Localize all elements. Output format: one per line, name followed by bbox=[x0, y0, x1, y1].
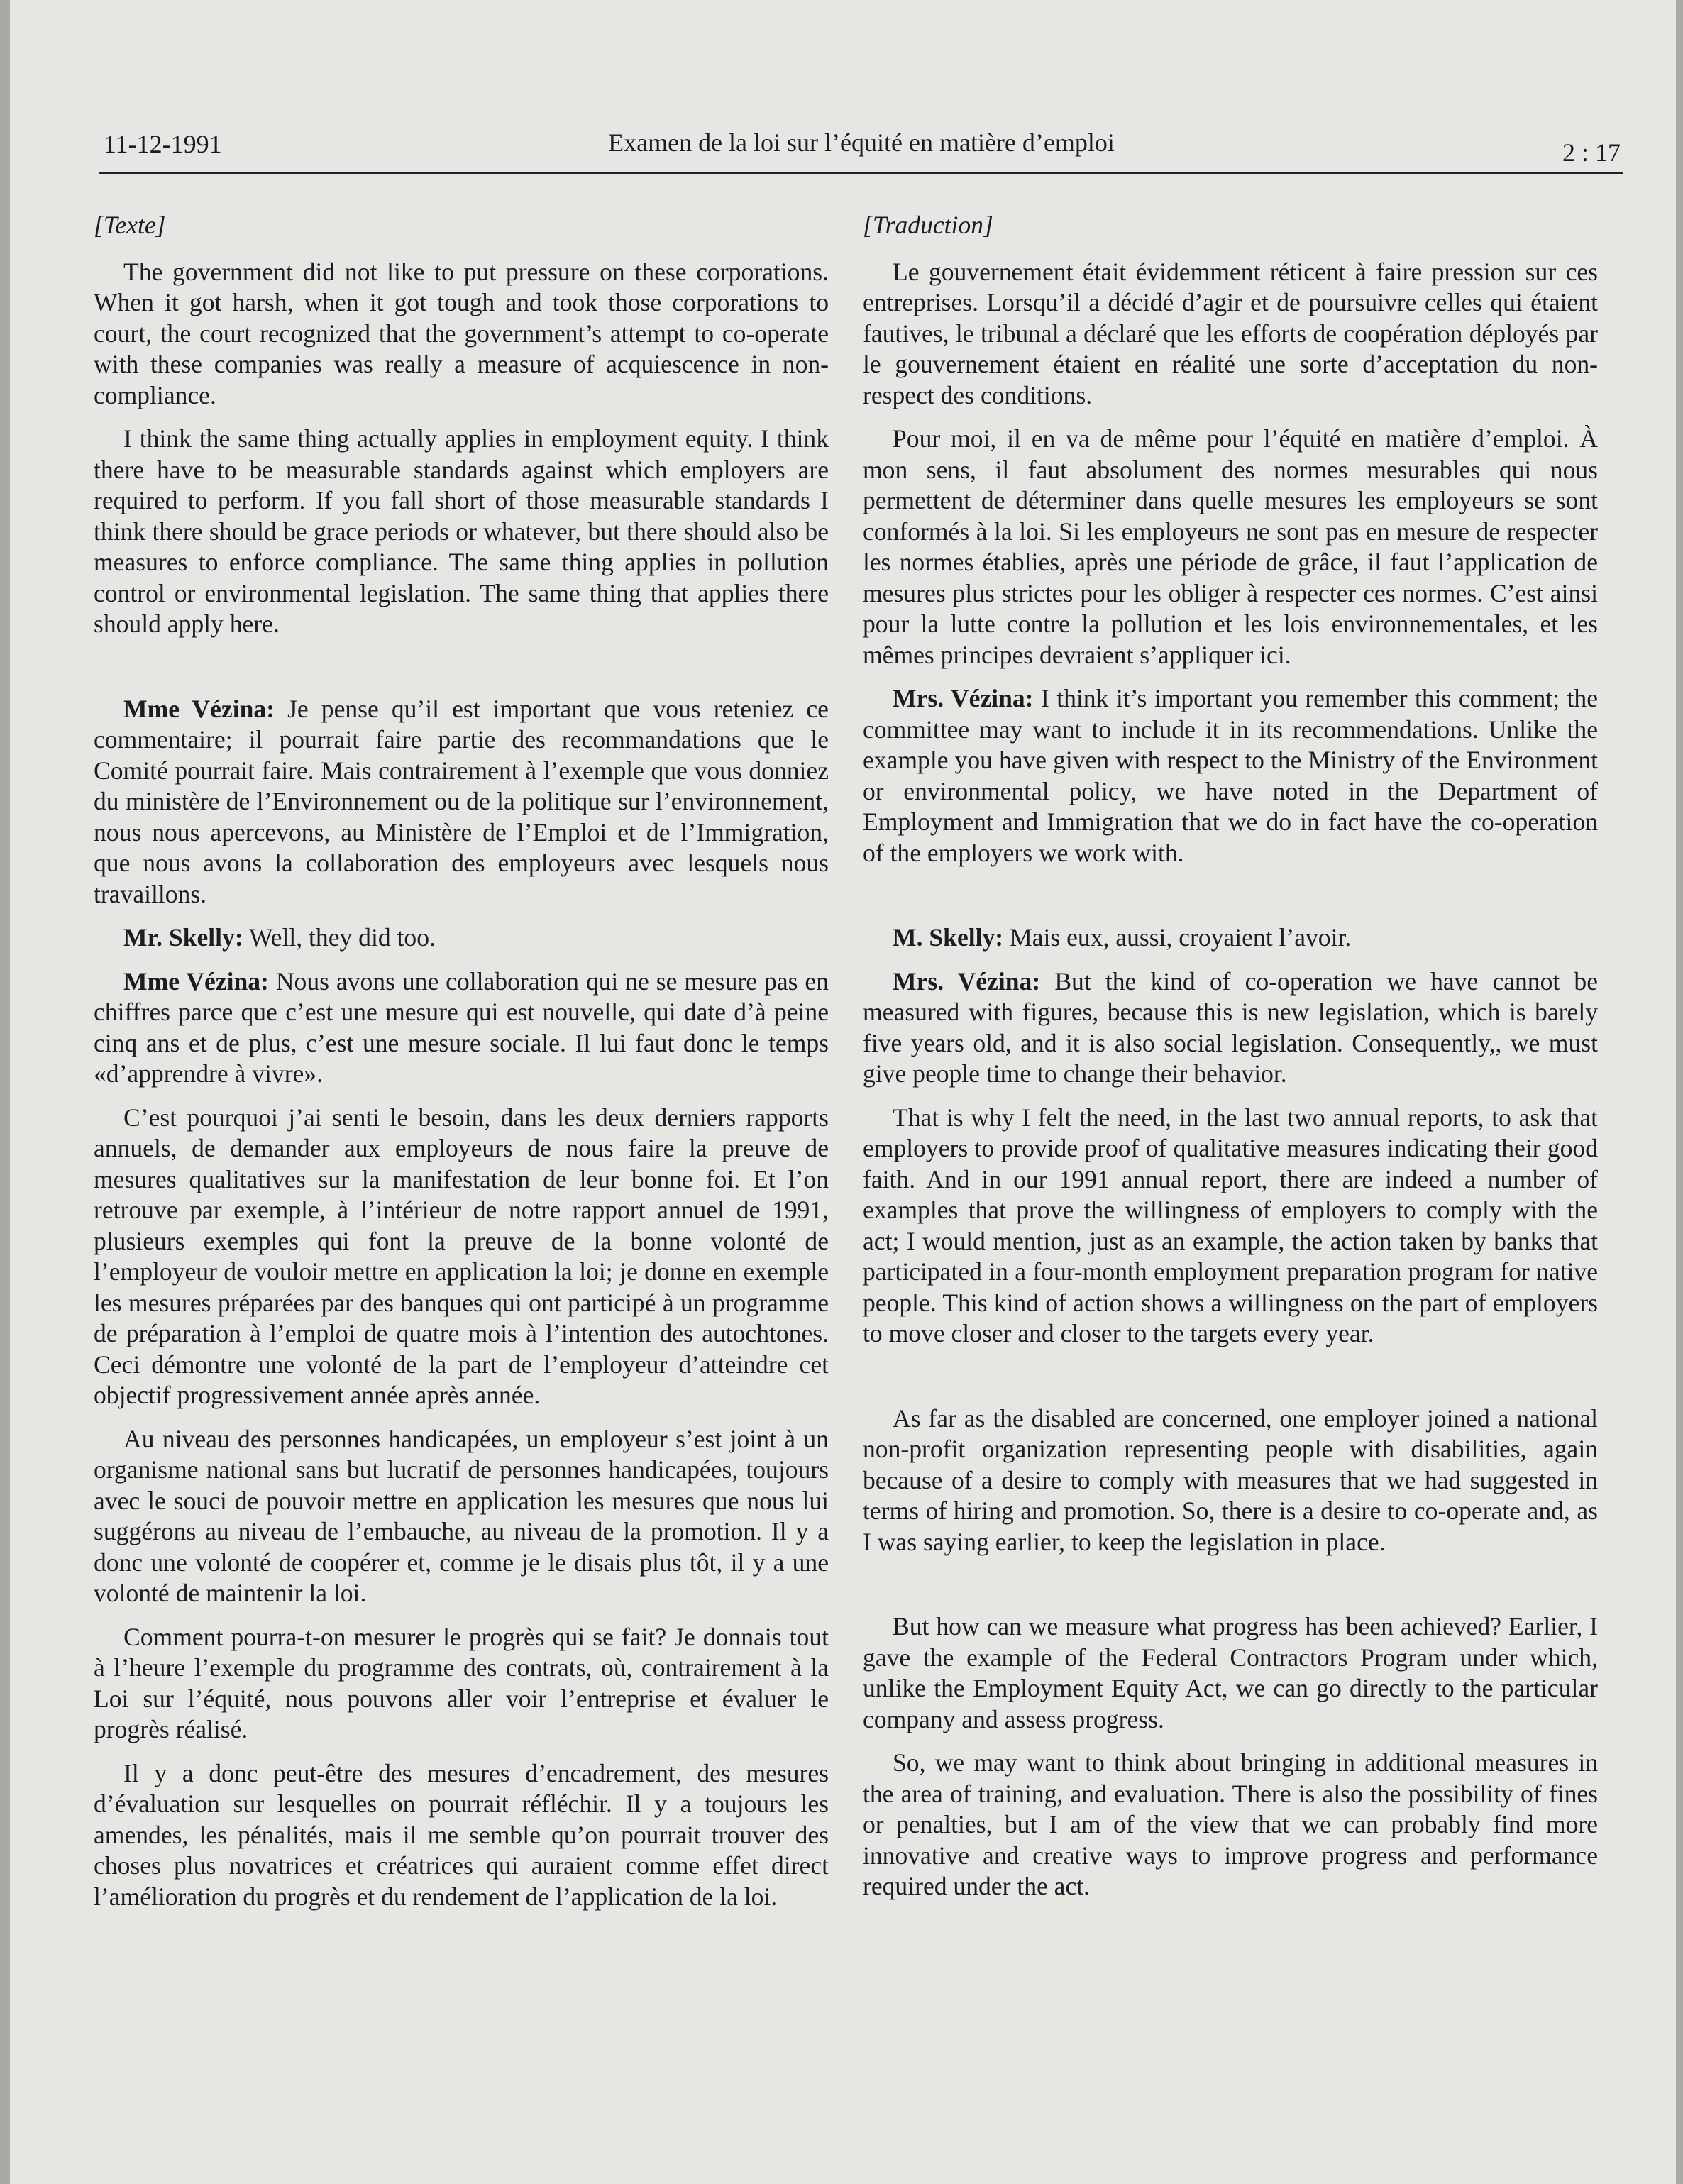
paragraph: But how can we measure what progress has been achieved? Earlier, I gave the example of the Federal Contractors Program under which, unlike the Employment Equity Act, we can go directly to the particular company and assess progress. bbox=[863, 1612, 1598, 1733]
page-header bbox=[99, 122, 1623, 174]
speaker-paragraph bbox=[863, 683, 1598, 868]
speaker-name: Mrs. Vézina: bbox=[893, 966, 1041, 996]
speaker-paragraph bbox=[94, 694, 829, 910]
speaker-text: Well, they did too. bbox=[248, 923, 436, 952]
speaker-name: Mr. Skelly: bbox=[123, 923, 243, 952]
speaker-text: Je pense qu’il est important que vous reteniez ce commentaire; il pourrait faire partie des recommandations que le Comité pourrait faire. Mais contrairement à l’exemple que vous donniez du ministère de l’Environnement ou de la politique sur l’environnement, nous nous apercevons, au Ministère de l’Emploi et de l’Immigration, que nous avons la collaboration des employeurs avec lesquels nous travaillons. bbox=[94, 694, 829, 908]
speaker-name: Mme Vézina: bbox=[123, 694, 275, 723]
speaker-text: Nous avons une collaboration qui ne se mesure pas en chiffres parce que c’est une mesure qui est nouvelle, qui date d’à peine cinq ans et de plus, c’est une mesure sociale. Il lui faut donc le temps «d’apprendre à vivre». bbox=[94, 966, 829, 1088]
speaker-name: Mme Vézina: bbox=[123, 966, 269, 996]
column-label: [Traduction] bbox=[863, 211, 993, 239]
header-date: 11-12-1991 bbox=[104, 130, 222, 158]
document-page bbox=[10, 0, 1676, 2184]
paragraph: Pour moi, il en va de même pour l’équité en matière d’emploi. À mon sens, il faut absolument des normes mesurables qui nous permettent de déterminer dans quelle mesures les employeurs se sont conformés à la loi. Si les employeurs ne sont pas en mesure de respecter les normes établies, après une période de grâce, il faut l’application de mesures plus strictes pour les obliger à respecter ces normes. C’est ainsi pour la lutte contre la pollution et les lois environnementales, et les mêmes principes devraient s’appliquer ici. bbox=[863, 424, 1598, 669]
column-label: [Texte] bbox=[94, 211, 166, 239]
speaker-paragraph bbox=[94, 922, 829, 954]
paragraph: C’est pourquoi j’ai senti le besoin, dans les deux derniers rapports annuels, de demander aux employeurs de nous faire la preuve de mesures qualitatives sur la manifestation de leur bonne foi. Et l’on retrouve par exemple, à l’intérieur de notre rapport annuel de 1991, plusieurs exemples qui font la preuve de la bonne volonté de l’employeur de vouloir mettre en application la loi; je donne en exemple les mesures préparées par des banques qui ont participé à un programme de préparation à l’emploi de quatre mois à l’intention des autochtones. Ceci démontre une volonté de la part de l’employeur d’atteindre cet objectif progressivement année après année. bbox=[94, 1103, 829, 1409]
paragraph: I think the same thing actually applies in employment equity. I think there have to be measurable standards against which employers are required to perform. If you fall short of those measurable standards I think there should be grace periods or whatever, but there should also be measures to enforce compliance. The same thing applies in pollution control or environmental legislation. The same thing that applies there should apply here. bbox=[94, 424, 829, 638]
speaker-paragraph bbox=[863, 922, 1598, 954]
paragraph: Au niveau des personnes handicapées, un employeur s’est joint à un organisme national sans but lucratif de personnes handicapées, toujours avec le souci de pouvoir mettre en application les mesures que nous lui suggérons au niveau de l’embauche, au niveau de la promotion. Il y a donc une volonté de coopérer et, comme je le disais plus tôt, il y a une volonté de maintenir la loi. bbox=[94, 1424, 829, 1607]
column-original-text bbox=[94, 210, 829, 1925]
paragraph: As far as the disabled are concerned, one employer joined a national non-profit organization representing people with disabilities, again because of a desire to comply with measures that we had suggested in terms of hiring and promotion. So, there is a desire to co-operate and, as I was saying earlier, to keep the legislation in place. bbox=[863, 1403, 1598, 1556]
speaker-text: I think it’s important you remember this comment; the committee may want to include it in its recommendations. Unlike the example you have given with respect to the Ministry of the Environment or environmental policy, we have noted in the Department of Employment and Immigration that we do in fact have the co-operation of the employers we work with. bbox=[863, 684, 1598, 867]
page-number: 2 : 17 bbox=[1562, 138, 1621, 167]
speaker-name: Mrs. Vézina: bbox=[893, 684, 1034, 712]
paragraph: The government did not like to put pressure on these corporations. When it got harsh, when it got tough and took those corporations to court, the court recognized that the government’s attempt to co-operate with these companies was really a measure of acquiescence in non-compliance. bbox=[94, 257, 829, 409]
header-title: Examen de la loi sur l’équité en matière d’emploi bbox=[608, 128, 1115, 157]
paragraph: Comment pourra-t-on mesurer le progrès qui se fait? Je donnais tout à l’heure l’exemple du programme des contrats, où, contrairement à la Loi sur l’équité, nous pouvons aller voir l’entreprise et évaluer le progrès réalisé. bbox=[94, 1622, 829, 1743]
speaker-name: M. Skelly: bbox=[893, 923, 1004, 952]
paragraph: Le gouvernement était évidemment réticent à faire pression sur ces entreprises. Lorsqu’il a décidé d’agir et de poursuivre celles qui étaient fautives, le tribunal a déclaré que les efforts de coopération déployés par le gouvernement étaient en réalité une sorte d’acceptation du non-respect des conditions. bbox=[863, 257, 1598, 409]
speaker-paragraph bbox=[863, 966, 1598, 1090]
column-translation bbox=[863, 210, 1598, 1915]
speaker-text: Mais eux, aussi, croyaient l’avoir. bbox=[1010, 923, 1352, 952]
speaker-paragraph bbox=[94, 966, 829, 1090]
speaker-text: But the kind of co-operation we have cannot be measured with figures, because this is new legislation, which is barely five years old, and it is also social legislation. Consequently,, we must give people time to change their behavior. bbox=[863, 966, 1598, 1088]
paragraph: That is why I felt the need, in the last two annual reports, to ask that employers to provide proof of qualitative measures indicating their good faith. And in our 1991 annual report, there are indeed a number of examples that prove the willingness of employers to comply with the act; I would mention, just as an example, the action taken by banks that participated in a four-month employment preparation program for native people. This kind of action shows a willingness on the part of employers to move closer and closer to the targets every year. bbox=[863, 1103, 1598, 1347]
paragraph: So, we may want to think about bringing in additional measures in the area of training, and evaluation. There is also the possibility of fines or penalties, but I am of the view that we can probably find more innovative and creative ways to improve progress and performance required under the act. bbox=[863, 1748, 1598, 1900]
paragraph: Il y a donc peut-être des mesures d’encadrement, des mesures d’évaluation sur lesquelles on pourrait réfléchir. Il y a toujours les amendes, les pénalités, mais il me semble qu’on pourrait trouver des choses plus novatrices et créatrices qui auraient comme effet direct l’amélioration du progrès et du rendement de l’application de la loi. bbox=[94, 1758, 829, 1911]
